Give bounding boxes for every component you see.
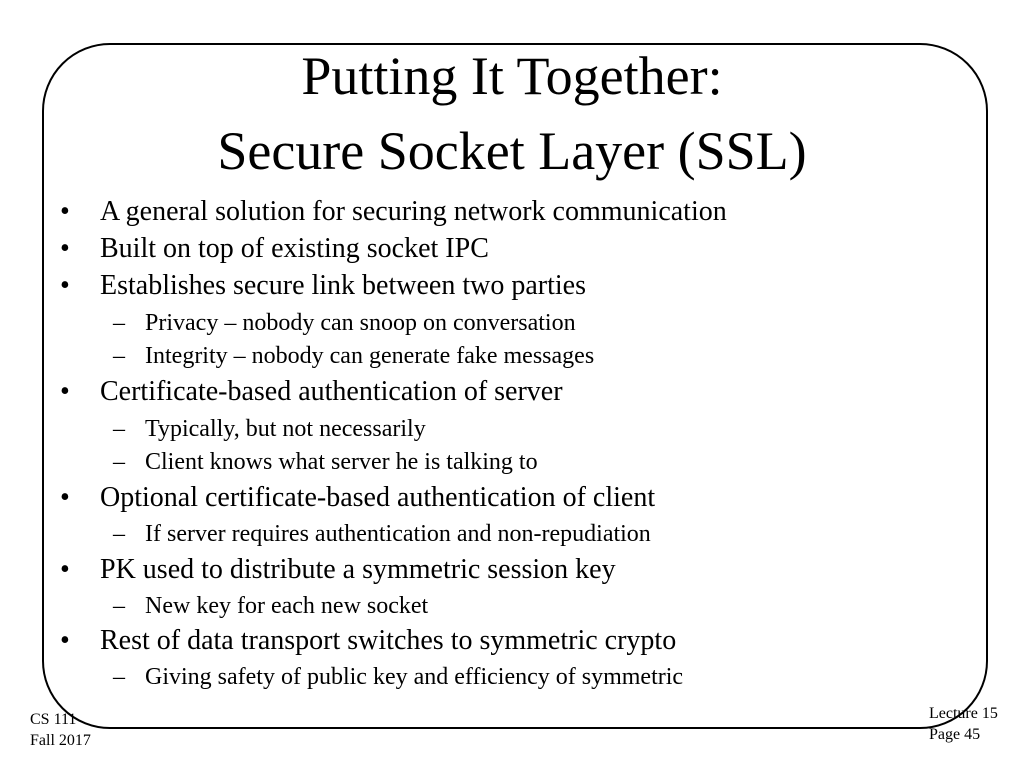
bullet-marker: •: [60, 270, 70, 301]
sub-bullet-item: [113, 448, 538, 476]
bullet-text: Establishes secure link between two parties: [100, 270, 586, 301]
bullet-marker: •: [60, 233, 70, 264]
sub-bullet-text: New key for each new socket: [145, 593, 429, 619]
bullet-marker: •: [60, 554, 70, 585]
dash-marker: –: [113, 343, 125, 369]
bullet-text: PK used to distribute a symmetric session key: [100, 554, 616, 585]
dash-marker: –: [113, 664, 125, 690]
footer-course-info: [30, 709, 91, 751]
dash-marker: –: [113, 521, 125, 547]
sub-bullet-item: [113, 415, 426, 443]
footer-lecture: Lecture 15: [929, 705, 998, 722]
sub-bullet-item: [113, 592, 428, 620]
footer-page: Page 45: [929, 726, 981, 743]
footer-course: CS 111: [30, 711, 77, 728]
bullet-item: [60, 233, 489, 265]
sub-bullet-text: Integrity – nobody can generate fake messages: [145, 343, 595, 369]
bullet-item: [60, 625, 676, 657]
sub-bullet-text: Client knows what server he is talking to: [145, 449, 538, 475]
sub-bullet-text: Giving safety of public key and efficiency of symmetric: [145, 664, 684, 690]
bullet-text: Built on top of existing socket IPC: [100, 233, 489, 264]
sub-bullet-item: [113, 309, 576, 337]
sub-bullet-text: If server requires authentication and non-repudiation: [145, 521, 651, 547]
bullet-item: [60, 270, 586, 302]
bullet-item: [60, 376, 563, 408]
dash-marker: –: [113, 416, 125, 442]
sub-bullet-text: Privacy – nobody can snoop on conversation: [145, 310, 576, 336]
bullet-item: [60, 554, 616, 586]
bullet-text: Rest of data transport switches to symmetric crypto: [100, 625, 677, 656]
dash-marker: –: [113, 593, 125, 619]
bullet-item: [60, 482, 655, 514]
bullet-text: Certificate-based authentication of server: [100, 376, 563, 407]
footer-page-info: [929, 703, 998, 745]
dash-marker: –: [113, 449, 125, 475]
bullet-marker: •: [60, 482, 70, 513]
bullet-marker: •: [60, 376, 70, 407]
sub-bullet-item: [113, 520, 651, 548]
sub-bullet-text: Typically, but not necessarily: [145, 416, 426, 442]
sub-bullet-item: [113, 663, 683, 691]
sub-bullet-item: [113, 342, 594, 370]
bullet-text: A general solution for securing network communication: [100, 196, 727, 227]
dash-marker: –: [113, 310, 125, 336]
bullet-text: Optional certificate-based authentication of client: [100, 482, 656, 513]
slide-title-line-2: Secure Socket Layer (SSL): [217, 121, 807, 181]
slide-title-line-1: Putting It Together:: [301, 46, 723, 106]
bullet-marker: •: [60, 196, 70, 227]
footer-term: Fall 2017: [30, 732, 91, 749]
bullet-marker: •: [60, 625, 70, 656]
bullet-item: [60, 196, 727, 228]
